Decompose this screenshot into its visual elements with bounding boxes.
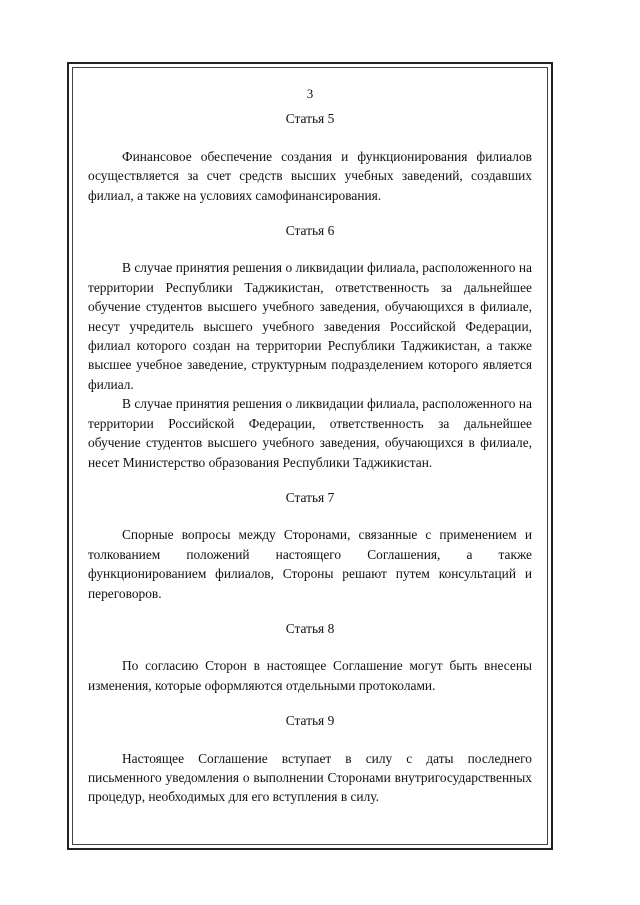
article-paragraph: По согласию Сторон в настоящее Соглашение могут быть внесены изменения, которые оформляются отдельными протоколами. (88, 658, 532, 693)
article-paragraph: Спорные вопросы между Сторонами, связанные с применением и толкованием положений настоящего Соглашения, а также функционированием филиалов, Стороны решают путем консультаций и переговоров. (88, 527, 532, 601)
article-paragraph: В случае принятия решения о ликвидации филиала, расположенного на территории Республики Таджикистан, ответственность за дальнейшее обучение студентов высшего учебного заведения, обучающихся в филиале, несут учредитель высшего учебного заведения Российской Федерации, филиал которого создан на территории Республики Таджикистан, а также высшее учебное заведение, структурным подразделением которого является филиал. (88, 260, 532, 392)
article-title: Статья 9 (285, 713, 335, 729)
article-title: Статья 5 (285, 111, 335, 127)
article-title: Статья 8 (285, 620, 335, 636)
article-8 (88, 619, 532, 695)
article-title: Статья 6 (285, 223, 335, 239)
article-title: Статья 7 (285, 489, 335, 505)
article-7 (88, 488, 532, 603)
article-6 (88, 221, 532, 472)
article-paragraph: Настоящее Соглашение вступает в силу с даты последнего письменного уведомления о выполнении Сторонами внутригосударственных процедур, необходимых для его вступления в силу. (88, 750, 532, 805)
article-9 (88, 711, 532, 807)
article-paragraph: В случае принятия решения о ликвидации филиала, расположенного на территории Российской Федерации, ответственность за дальнейшее обучение студентов высшего учебного заведения, обучающихся в филиале, несет Министерство образования Республики Таджикистан. (88, 396, 532, 470)
document-body (88, 84, 532, 807)
article-5 (88, 109, 532, 205)
article-paragraph: Финансовое обеспечение создания и функционирования филиалов осуществляется за счет средств высших учебных заведений, создавших филиал, а также на условиях самофинансирования. (88, 148, 532, 203)
page-number: 3 (306, 86, 314, 101)
